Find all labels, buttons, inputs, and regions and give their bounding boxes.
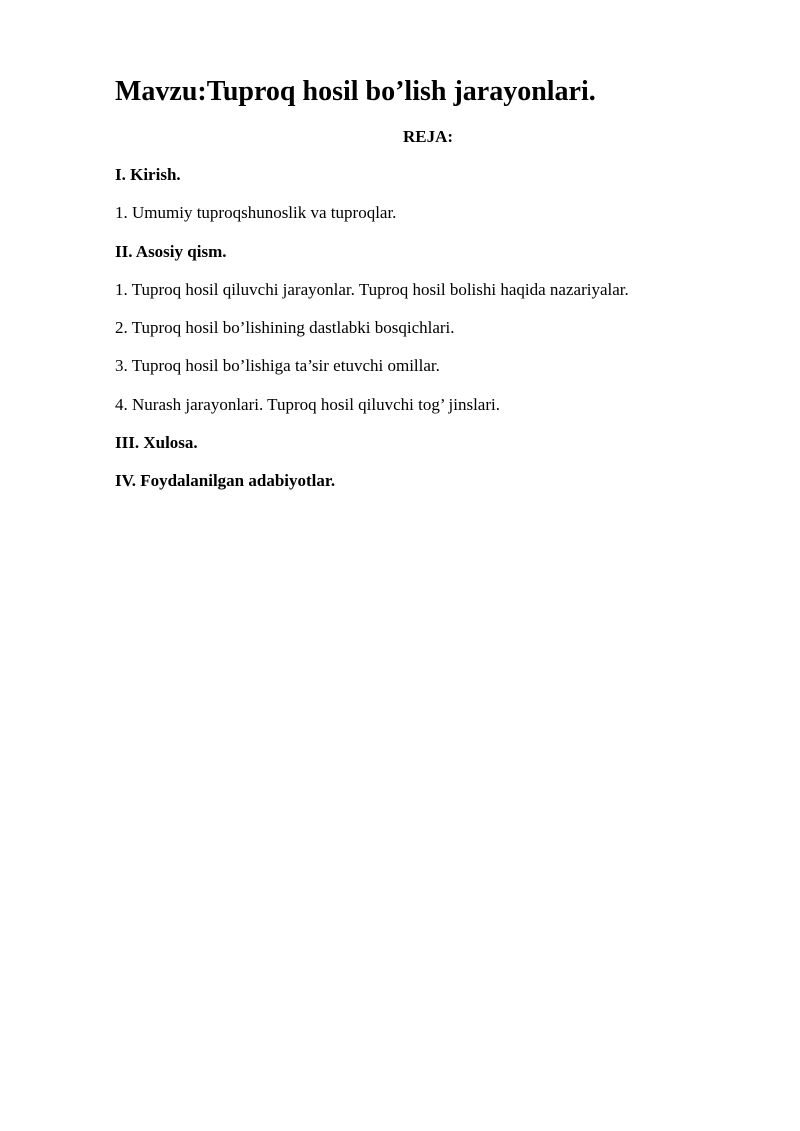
plan-item: 4. Nurash jarayonlari. Tuproq hosil qiluvchi tog’ jinslari.: [115, 395, 500, 414]
section-heading-intro: I. Kirish.: [115, 165, 181, 184]
section-heading-main: II. Asosiy qism.: [115, 242, 227, 261]
section-heading-conclusion: III. Xulosa.: [115, 433, 198, 452]
plan-heading: REJA:: [402, 127, 454, 146]
page-title: Mavzu:Tuproq hosil bo’lish jarayonlari.: [115, 76, 596, 107]
plan-item: 2. Tuproq hosil bo’lishining dastlabki bosqichlari.: [115, 318, 455, 337]
plan-item: 1. Tuproq hosil qiluvchi jarayonlar. Tuproq hosil bolishi haqida nazariyalar.: [115, 280, 629, 299]
plan-item: 1. Umumiy tuproqshunoslik va tuproqlar.: [115, 203, 397, 222]
section-heading-references: IV. Foydalanilgan adabiyotlar.: [115, 471, 336, 490]
plan-item: 3. Tuproq hosil bo’lishiga ta’sir etuvchi omillar.: [115, 356, 440, 375]
